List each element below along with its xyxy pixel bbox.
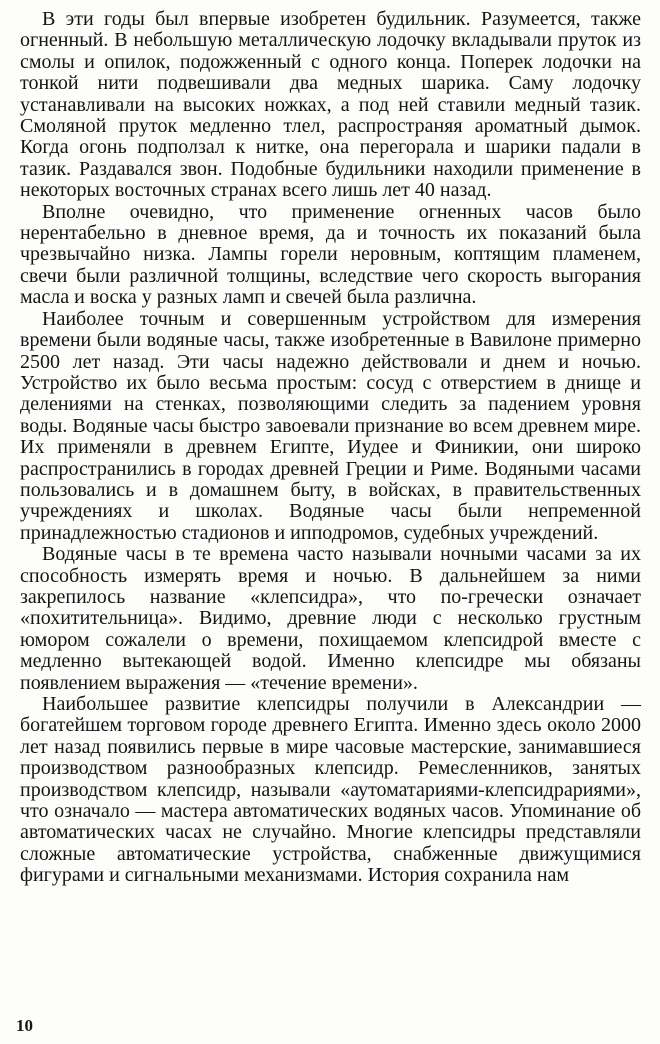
page-number: 10 [16,1016,33,1035]
paragraph-alarm-clock: В эти годы был впервые изобретен будильник. Разумеется, также огненный. В небольшую металлическую лодочку вкладывали пруток из смолы и опилок, подожженный с одного конца. Поперек лодочки на тонкой нити подвешивали два медных шарика. Саму лодочку устанавливали на высоких ножках, а под ней ставили медный тазик. Смоляной пруток медленно тлел, распространяя ароматный дымок. Когда огонь подползал к нитке, она перегорала и шарики падали в тазик. Раздавался звон. Подобные будильники находили применение в некоторых восточных странах всего лишь лет 40 назад. [20,8,641,202]
paragraph-water-clocks: Наиболее точным и совершенным устройством для измерения времени были водяные часы, также изобретенные в Вавилоне примерно 2500 лет назад. Эти часы надежно действовали и днем и ночью. Устройство их было весьма простым: сосуд с отверстием в днище и делениями на стенках, позволяющими следить за падением уровня воды. Водяные часы быстро завоевали признание во всем древнем мире. Их применяли в древнем Египте, Иудее и Финикии, они широко распространились в городах древней Греции и Риме. Водяными часами пользовались и в домашнем быту, в войсках, в правительственных учреждениях и школах. Водяные часы были непременной принадлежностью стадионов и ипподромов, судебных учреждений. [20,307,641,544]
body-text [20,9,641,887]
paragraph-clepsydra: Водяные часы в те времена часто называли ночными часами за их способность измерять время и ночью. В дальнейшем за ними закрепилось название «клепсидра», что по-гречески означает «похитительница». Видимо, древние люди с несколько грустным юмором сожалели о времени, похищаемом клепсидрой вместе с медленно вытекающей водой. Именно клепсидре мы обязаны появлением выражения — «течение времени». [20,543,641,694]
paragraph-fire-clocks: Вполне очевидно, что применение огненных часов было нерентабельно в дневное время, да и точность их показаний была чрезвычайно низка. Лампы горели неровным, коптящим пламенем, свечи были различной толщины, вследствие чего скорость выгорания масла и воска у разных ламп и свечей была различна. [20,200,641,309]
paragraph-alexandria: Наибольшее развитие клепсидры получили в Александрии — богатейшем торговом городе древнего Египта. Именно здесь около 2000 лет назад появились первые в мире часовые мастерские, занимавшиеся производством разнообразных клепсидр. Ремесленников, занятых производством клепсидр, называли «аутоматариями-клепсидрариями», что означало — мастера автоматических водяных часов. Упоминание об автоматических часах не случайно. Многие клепсидры представляли сложные автоматические устройства, снабженные движущимися фигурами и сигнальными механизмами. История сохранила нам [20,693,641,887]
